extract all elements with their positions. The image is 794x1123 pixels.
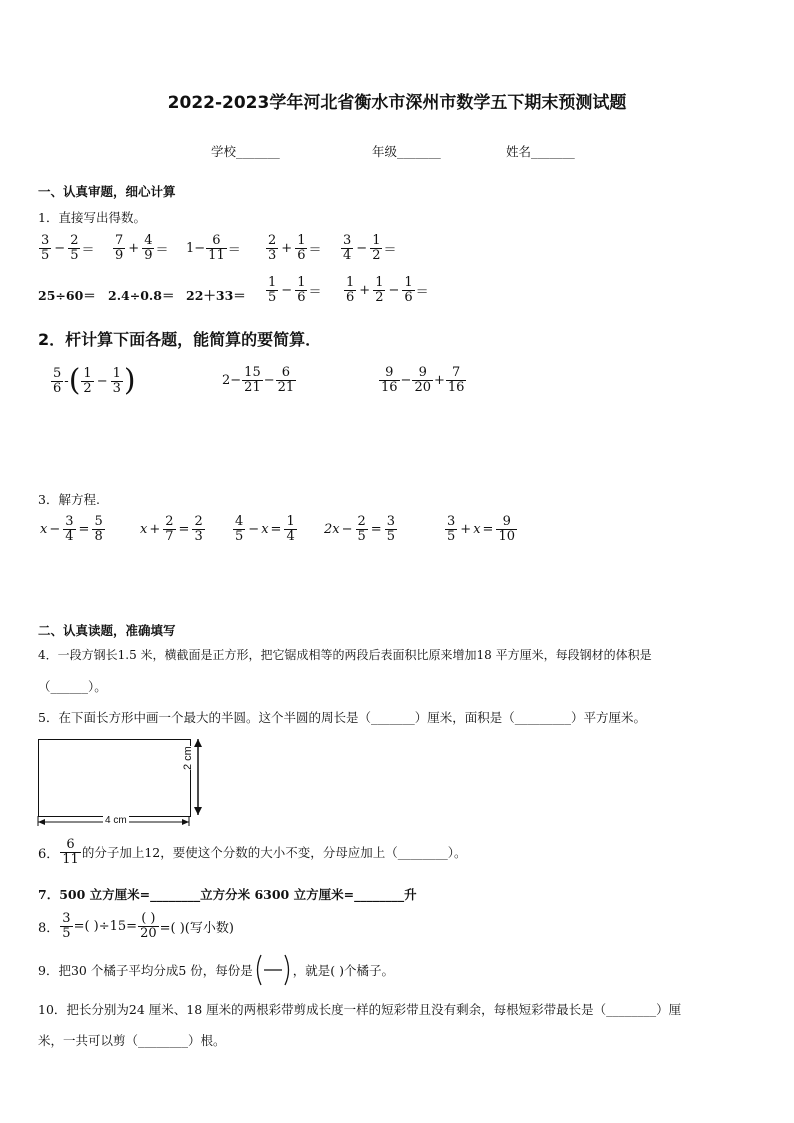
q1-expr-6: 25÷60＝ [38,288,96,303]
q1-expr-1: $\frac{3}{5}$ − $\frac{2}{5}$ ＝ [41,233,95,263]
q7-text: 7．500 立方厘米=________立方分米 6300 立方厘米=________升 [38,887,417,902]
q6-line: 6． $\frac{6}{11}$ 的分子加上12，要使这个分数的大小不变，分母应加上（________）。 [38,837,467,867]
q2-expr-2: 2− $\frac{15}{21}$ − $\frac{6}{21}$ [222,365,295,395]
q1-expr-7: 2.4÷0.8＝ [108,288,175,303]
q8-line: 8． $\frac{3}{5}$ =( )÷15= $\frac{( )}{20}$ =( )(写小数) [38,911,234,941]
q5-text: 5．在下面长方形中画一个最大的半圆。这个半圆的周长是（_______）厘米，面积是（_________）平方厘米。 [38,710,646,725]
q3-eq-2: x + $\frac{2}{7}$ = $\frac{2}{3}$ [140,514,203,544]
q1-expr-8: 22＋33＝ [186,288,246,303]
section-2-heading: 二、认真读题，准确填写 [38,623,176,638]
q2-expr-1: $\frac{5}{6}$ - ( $\frac{1}{2}$ − $\frac{1}{3}$ ) [53,363,136,398]
name-blank: _______ [531,144,575,159]
q2-expr-3: $\frac{9}{16}$ − $\frac{9}{20}$ + $\frac{7}{16}$ [381,365,465,395]
q1-expr-5: $\frac{3}{4}$ − $\frac{1}{2}$ ＝ [343,233,397,263]
q3-eq-4: 2x − $\frac{2}{5}$ = $\frac{3}{5}$ [324,514,395,544]
q9-fraction-blank-icon [253,953,293,987]
page-title: 2022-2023学年河北省衡水市深州市数学五下期末预测试题 [167,93,627,113]
q4-line-2[interactable]: （______）。 [38,679,107,694]
name-field[interactable] [506,142,575,160]
height-label: 2 cm [182,746,194,770]
q10-line-2: 米，一共可以剪（________）根。 [38,1033,226,1048]
q1-label: 1．直接写出得数。 [38,210,146,225]
grade-field[interactable] [372,142,441,160]
school-field[interactable] [211,142,280,160]
q1-expr-9: $\frac{1}{5}$ − $\frac{1}{6}$ ＝ [268,275,322,305]
q1-expr-3: 1− $\frac{6}{11}$ ＝ [186,233,241,263]
q9-line: 9．把30 个橘子平均分成5 份，每份是 ，就是( )个橘子。 [38,953,394,987]
q4-line-1: 4．一段方钢长1.5 米，横截面是正方形，把它锯成相等的两段后表面积比原来增加18 平方厘米，每段钢材的体积是 [38,648,652,662]
name-label: 姓名 [506,144,532,159]
q3-label: 3．解方程. [38,492,100,507]
q2-label: 2．杆计算下面各题，能简算的要简算． [38,330,322,349]
q1-expr-10: $\frac{1}{6}$ + $\frac{1}{2}$ − $\frac{1}{6}$ ＝ [346,275,429,305]
q1-expr-2: $\frac{7}{9}$ + $\frac{4}{9}$ ＝ [115,233,169,263]
school-blank: _______ [236,144,280,159]
q3-eq-3: $\frac{4}{5}$ − x = $\frac{1}{4}$ [235,514,295,544]
q1-expr-4: $\frac{2}{3}$ + $\frac{1}{6}$ ＝ [268,233,322,263]
school-label: 学校 [211,144,237,159]
q10-line-1: 10．把长分别为24 厘米、18 厘米的两根彩带剪成长度一样的短彩带且没有剩余，每根短彩带最长是（________）厘 [38,1002,682,1017]
q3-eq-1: x − $\frac{3}{4}$ = $\frac{5}{8}$ [40,514,103,544]
section-1-heading: 一、认真审题，细心计算 [38,184,176,199]
grade-blank: _______ [397,144,441,159]
grade-label: 年级 [372,144,398,159]
width-label: 4 cm [105,815,127,826]
q3-eq-5: $\frac{3}{5}$ + x = $\frac{9}{10}$ [447,514,515,544]
